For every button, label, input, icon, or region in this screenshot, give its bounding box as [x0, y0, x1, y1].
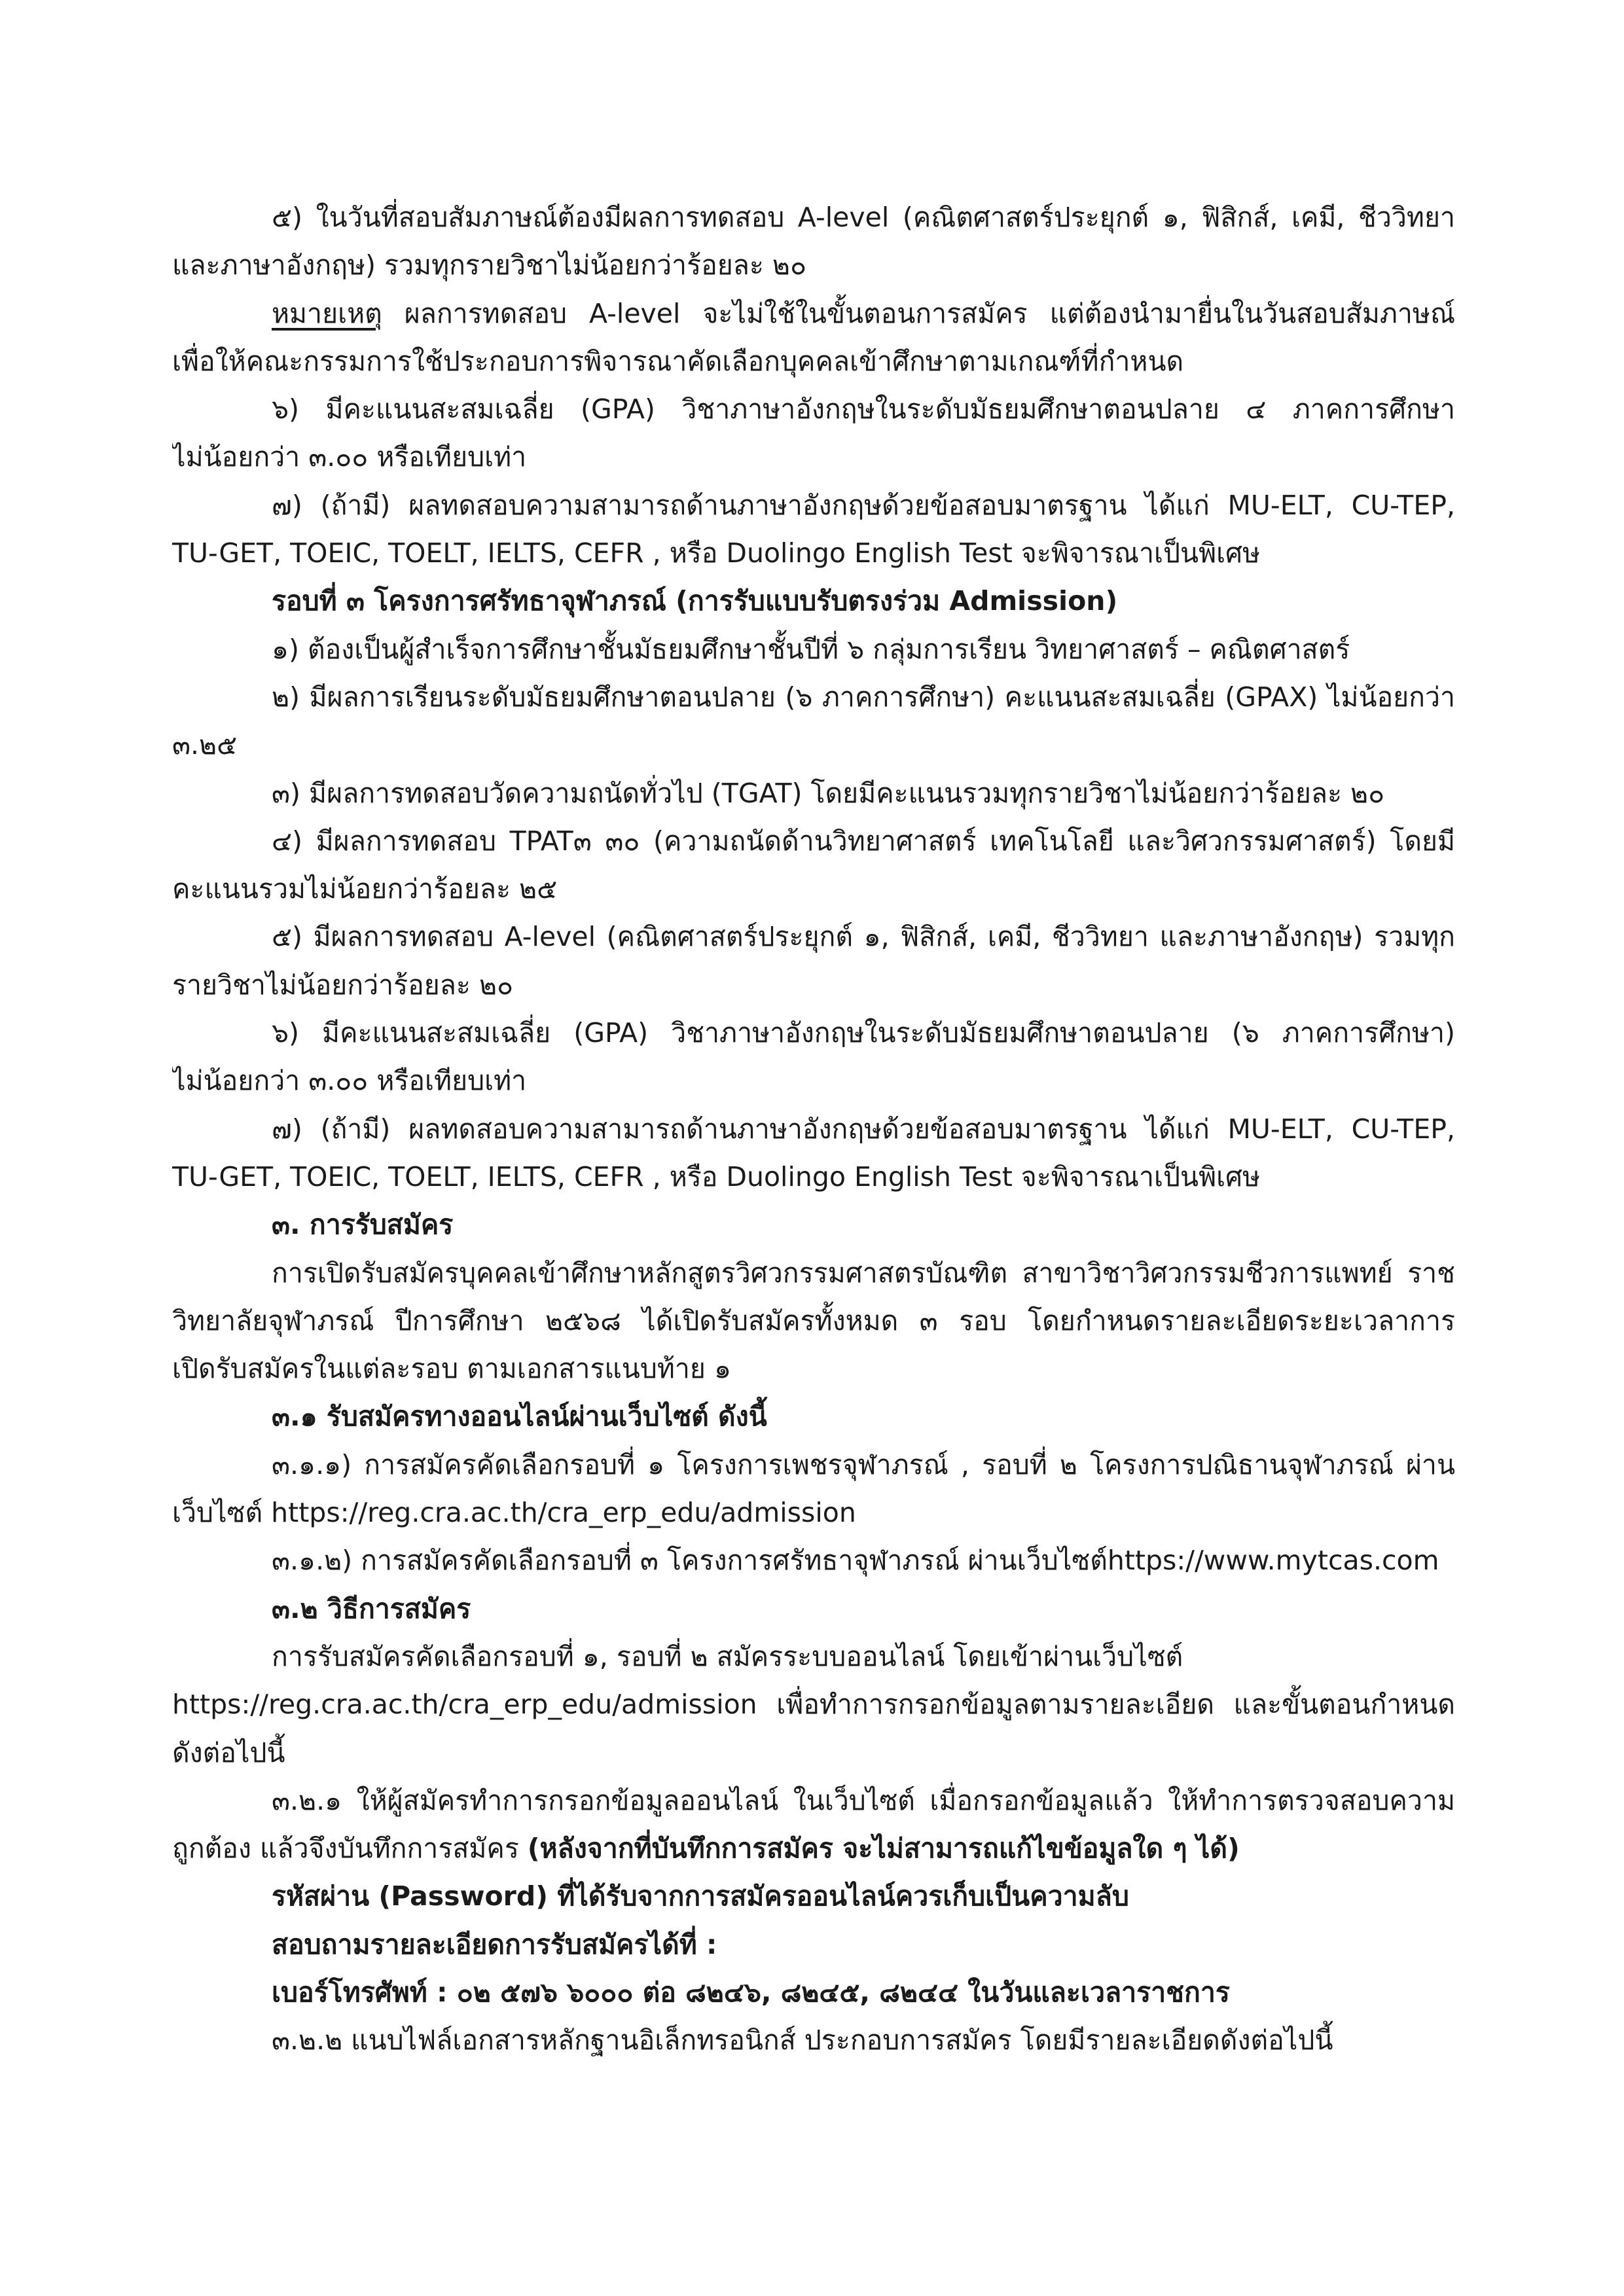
line-text: ๓.๒.๒ แนบไฟล์เอกสารหลักฐานอิเล็กทรอนิกส์ ประกอบการสมัคร โดยมีรายละเอียดดังต่อไปนี้: [272, 2024, 1333, 2056]
line-text: ไม่น้อยกว่า ๓.๐๐ หรือเทียบเท่า: [172, 441, 527, 473]
line-text: ๕) ในวันที่สอบสัมภาษณ์ต้องมีผลการทดสอบ A-level (คณิตศาสตร์ประยุกต์ ๑, ฟิสิกส์, เคมี, ชีววิทยา: [272, 202, 1455, 233]
text-line: [172, 1345, 1455, 1393]
text-line: [172, 1585, 1455, 1633]
text-line: [172, 770, 1455, 817]
text-line: [172, 194, 1455, 242]
text-line: [172, 577, 1455, 625]
line-text: ๖) มีคะแนนสะสมเฉลี่ย (GPA) วิชาภาษาอังกฤษในระดับมัธยมศึกษาตอนปลาย ๔ ภาคการศึกษา: [272, 393, 1455, 425]
emphasis-text: (หลังจากที่บันทึกการสมัคร จะไม่สามารถแก้ไขข้อมูลใด ๆ ได้): [527, 1833, 1240, 1865]
line-text: ๓.๑ รับสมัครทางออนไลน์ผ่านเว็บไซต์ ดังนี้: [272, 1401, 767, 1433]
line-text: ๓.๑.๒) การสมัครคัดเลือกรอบที่ ๓ โครงการศรัทธาจุฬาภรณ์ ผ่านเว็บไซต์https://www.mytcas.com: [272, 1545, 1439, 1577]
text-line: [172, 1297, 1455, 1345]
text-line: [172, 673, 1455, 721]
text-line: [172, 1249, 1455, 1297]
text-line: [172, 1057, 1455, 1105]
line-text: TU-GET, TOEIC, TOELT, IELTS, CEFR , หรือ Duolingo English Test จะพิจารณาเป็นพิเศษ: [172, 1160, 1261, 1193]
text-line: [172, 817, 1455, 865]
text-line: [172, 1105, 1455, 1153]
text-line: [172, 386, 1455, 433]
line-text: การรับสมัครคัดเลือกรอบที่ ๑, รอบที่ ๒ สมัครระบบออนไลน์ โดยเข้าผ่านเว็บไซต์: [272, 1640, 1183, 1672]
text-line: [172, 721, 1455, 769]
text-line: [172, 1537, 1455, 1585]
text-line: [172, 626, 1455, 673]
text-line: [172, 1873, 1455, 1920]
text-line: [172, 1921, 1455, 1969]
line-text: และภาษาอังกฤษ) รวมทุกรายวิชาไม่น้อยกว่าร้อยละ ๒๐: [172, 249, 806, 281]
text-line: [172, 1489, 1455, 1537]
line-text: ๓.๒.๑ ให้ผู้สมัครทำการกรอกข้อมูลออนไลน์ ในเว็บไซต์ เมื่อกรอกข้อมูลแล้ว ให้ทำการตรวจสอบความ: [272, 1784, 1455, 1816]
line-text: ๓.๑.๑) การสมัครคัดเลือกรอบที่ ๑ โครงการเพชรจุฬาภรณ์ , รอบที่ ๒ โครงการปณิธานจุฬาภรณ์ ผ่าน: [272, 1448, 1455, 1480]
line-text: ถูกต้อง แล้วจึงบันทึกการสมัคร: [172, 1833, 528, 1865]
text-line: [172, 482, 1455, 529]
note-label: หมายเหตุ: [272, 297, 382, 329]
line-text: เว็บไซต์ https://reg.cra.ac.th/cra_erp_edu/admission: [172, 1497, 856, 1529]
text-line: [172, 242, 1455, 289]
line-text: เพื่อให้คณะกรรมการใช้ประกอบการพิจารณาคัดเลือกบุคคลเข้าศึกษาตามเกณฑ์ที่กำหนด: [172, 345, 1184, 377]
text-line: [172, 961, 1455, 1009]
text-line: [172, 2017, 1455, 2064]
text-line: [172, 1729, 1455, 1777]
line-text: ๒) มีผลการเรียนระดับมัธยมศึกษาตอนปลาย (๖ ภาคการศึกษา) คะแนนสะสมเฉลี่ย (GPAX) ไม่น้อยกว่า: [272, 681, 1455, 713]
text-line: [172, 290, 1455, 338]
line-text: วิทยาลัยจุฬาภรณ์ ปีการศึกษา ๒๕๖๘ ได้เปิดรับสมัครทั้งหมด ๓ รอบ โดยกำหนดรายละเอียดระยะเวลาการ: [172, 1304, 1455, 1336]
line-text: เปิดรับสมัครในแต่ละรอบ ตามเอกสารแนบท้าย ๑: [172, 1353, 731, 1385]
line-text: คะแนนรวมไม่น้อยกว่าร้อยละ ๒๕: [172, 873, 558, 905]
text-line: [172, 1969, 1455, 2017]
line-text: การเปิดรับสมัครบุคคลเข้าศึกษาหลักสูตรวิศวกรรมศาสตรบัณฑิต สาขาวิชาวิศวกรรมชีวการแพทย์ ราช: [272, 1257, 1455, 1289]
document-body: [172, 194, 1455, 2065]
line-text: รายวิชาไม่น้อยกว่าร้อยละ ๒๐: [172, 969, 514, 1001]
text-line: [172, 913, 1455, 961]
text-line: [172, 529, 1455, 577]
line-text: รหัสผ่าน (Password) ที่ได้รับจากการสมัครออนไลน์ควรเก็บเป็นความลับ: [272, 1880, 1129, 1912]
line-text: ๓.๒ วิธีการสมัคร: [272, 1592, 471, 1624]
line-text: ผลการทดสอบ A-level จะไม่ใช้ในขั้นตอนการสมัคร แต่ต้องนำมายื่นในวันสอบสัมภาษณ์: [382, 297, 1455, 329]
text-line: [172, 433, 1455, 481]
line-text: ๑) ต้องเป็นผู้สำเร็จการศึกษาชั้นมัธยมศึกษาชั้นปีที่ ๖ กลุ่มการเรียน วิทยาศาสตร์ – คณิตศาสตร์: [272, 633, 1350, 665]
line-text: ๓) มีผลการทดสอบวัดความถนัดทั่วไป (TGAT) โดยมีคะแนนรวมทุกรายวิชาไม่น้อยกว่าร้อยละ ๒๐: [272, 777, 1385, 809]
text-line: [172, 1153, 1455, 1201]
text-line: [172, 865, 1455, 913]
text-line: [172, 1681, 1455, 1729]
text-line: [172, 1633, 1455, 1681]
line-text: สอบถามรายละเอียดการรับสมัครได้ที่ :: [272, 1928, 717, 1960]
line-text: ๕) มีผลการทดสอบ A-level (คณิตศาสตร์ประยุกต์ ๑, ฟิสิกส์, เคมี, ชีววิทยา และภาษาอังกฤษ) รวมทุก: [272, 921, 1455, 953]
text-line: [172, 1201, 1455, 1249]
line-text: ไม่น้อยกว่า ๓.๐๐ หรือเทียบเท่า: [172, 1065, 527, 1097]
line-text: ๗) (ถ้ามี) ผลทดสอบความสามารถด้านภาษาอังกฤษด้วยข้อสอบมาตรฐาน ได้แก่ MU-ELT, CU-TEP,: [272, 489, 1455, 521]
line-text: ๗) (ถ้ามี) ผลทดสอบความสามารถด้านภาษาอังกฤษด้วยข้อสอบมาตรฐาน ได้แก่ MU-ELT, CU-TEP,: [272, 1113, 1455, 1145]
line-text: ๖) มีคะแนนสะสมเฉลี่ย (GPA) วิชาภาษาอังกฤษในระดับมัธยมศึกษาตอนปลาย (๖ ภาคการศึกษา): [272, 1017, 1455, 1049]
text-line: [172, 1393, 1455, 1441]
line-text: ดังต่อไปนี้: [172, 1736, 285, 1768]
line-text: เบอร์โทรศัพท์ : ๐๒ ๕๗๖ ๖๐๐๐ ต่อ ๘๒๔๖, ๘๒๔๕, ๘๒๔๔ ในวันและเวลาราชการ: [272, 1976, 1230, 2008]
line-text: https://reg.cra.ac.th/cra_erp_edu/admission เพื่อทำการกรอกข้อมูลตามรายละเอียด และขั้นตอนกำหนด: [172, 1689, 1455, 1721]
line-text: รอบที่ ๓ โครงการศรัทธาจุฬาภรณ์ (การรับแบบรับตรงร่วม Admission): [272, 585, 1118, 617]
text-line: [172, 1441, 1455, 1489]
text-line: [172, 1777, 1455, 1825]
line-text: ๓. การรับสมัคร: [272, 1209, 454, 1241]
line-text: ๔) มีผลการทดสอบ TPAT๓ ๓๐ (ความถนัดด้านวิทยาศาสตร์ เทคโนโลยี และวิศวกรรมศาสตร์) โดยมี: [272, 825, 1455, 857]
text-line: [172, 1009, 1455, 1057]
text-line: [172, 1825, 1455, 1873]
line-text: ๓.๒๕: [172, 729, 238, 761]
text-line: [172, 338, 1455, 386]
line-text: TU-GET, TOEIC, TOELT, IELTS, CEFR , หรือ Duolingo English Test จะพิจารณาเป็นพิเศษ: [172, 537, 1261, 569]
